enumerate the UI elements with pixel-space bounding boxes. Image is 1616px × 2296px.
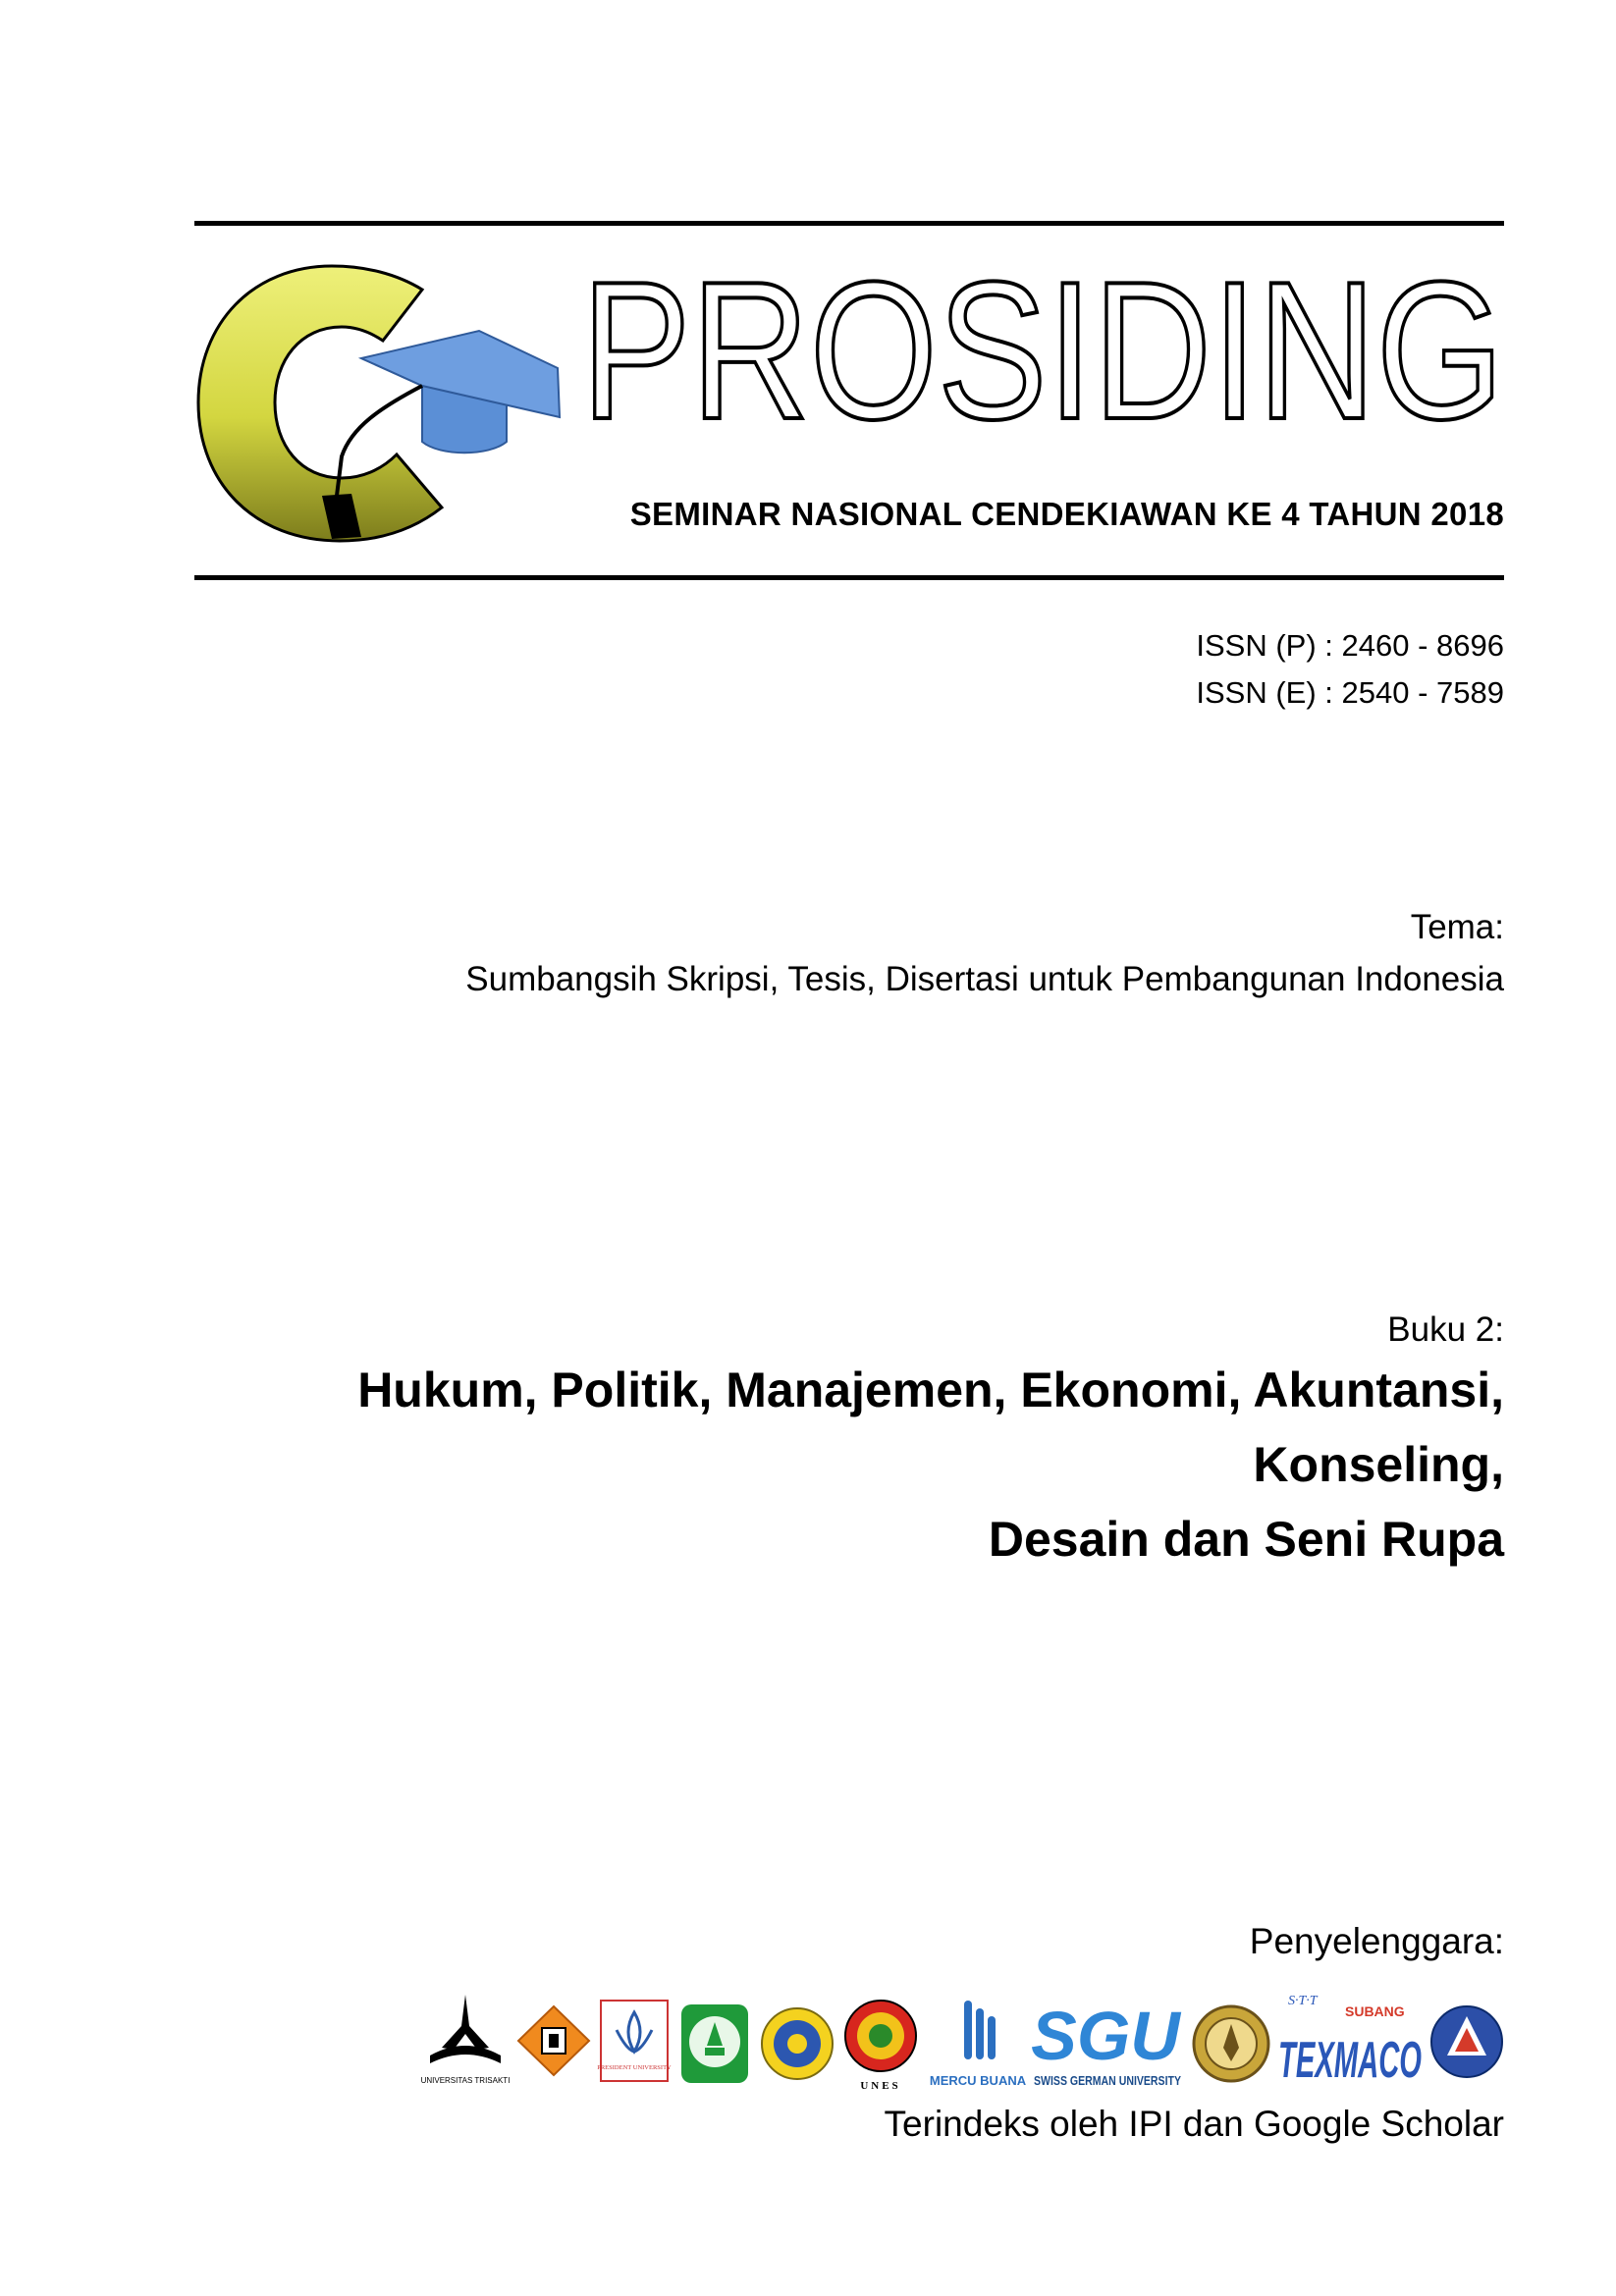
organizer-logos	[420, 1987, 1506, 2095]
gold-seal-logo	[1190, 1987, 1272, 2095]
issn-print: ISSN (P) : 2460 - 8696	[1196, 628, 1504, 663]
prosiding-wordmark	[577, 241, 1508, 460]
blue-shield-logo	[1427, 1987, 1506, 2095]
svg-text:SWISS GERMAN UNIVERSITY: SWISS GERMAN UNIVERSITY	[1034, 2073, 1182, 2088]
president-university-logo	[597, 1987, 672, 2095]
yellow-blue-seal-logo	[758, 1987, 836, 2095]
trisakti-logo	[420, 1987, 511, 2095]
svg-text:S·T·T: S·T·T	[1288, 1994, 1318, 2008]
svg-text:PRESIDENT UNIVERSITY: PRESIDENT UNIVERSITY	[597, 2064, 672, 2071]
sgu-logo	[1029, 1987, 1186, 2095]
green-seal-logo	[675, 1987, 754, 2095]
mercu-buana-logo	[925, 1987, 1031, 2095]
unes-logo	[840, 1987, 921, 2095]
book-title-line: Hukum, Politik, Manajemen, Ekonomi, Akuntansi,	[357, 1362, 1504, 1417]
seminar-subtitle: SEMINAR NASIONAL CENDEKIAWAN KE 4 TAHUN 2018	[629, 496, 1504, 532]
svg-text:UNIVERSITAS TRISAKTI: UNIVERSITAS TRISAKTI	[420, 2076, 511, 2085]
c-letter-icon	[198, 266, 442, 541]
issn-electronic: ISSN (E) : 2540 - 7589	[1196, 675, 1504, 710]
book-label: Buku 2:	[1387, 1310, 1504, 1349]
svg-text:PROSIDING: PROSIDING	[581, 241, 1504, 460]
svg-text:MERCU BUANA: MERCU BUANA	[929, 2073, 1027, 2088]
top-rule	[194, 221, 1504, 226]
texmaco-logo	[1276, 1987, 1424, 2095]
svg-text:SGU: SGU	[1031, 1998, 1180, 2074]
svg-text:UNES: UNES	[860, 2080, 901, 2092]
bottom-rule	[194, 575, 1504, 580]
indexed-note: Terindeks oleh IPI dan Google Scholar	[884, 2104, 1504, 2144]
book-title-line: Konseling,	[1253, 1437, 1504, 1492]
orange-diamond-logo	[514, 1987, 593, 2095]
theme-text: Sumbangsih Skripsi, Tesis, Disertasi untuk Pembangunan Indonesia	[465, 960, 1504, 998]
book-title-line: Desain dan Seni Rupa	[988, 1512, 1504, 1567]
organizers-label: Penyelenggara:	[1249, 1921, 1504, 1961]
svg-text:SUBANG: SUBANG	[1345, 2003, 1405, 2019]
svg-text:TEXMACO: TEXMACO	[1278, 2032, 1422, 2089]
theme-label: Tema:	[1410, 908, 1504, 946]
cendekiawan-logo	[194, 260, 567, 545]
